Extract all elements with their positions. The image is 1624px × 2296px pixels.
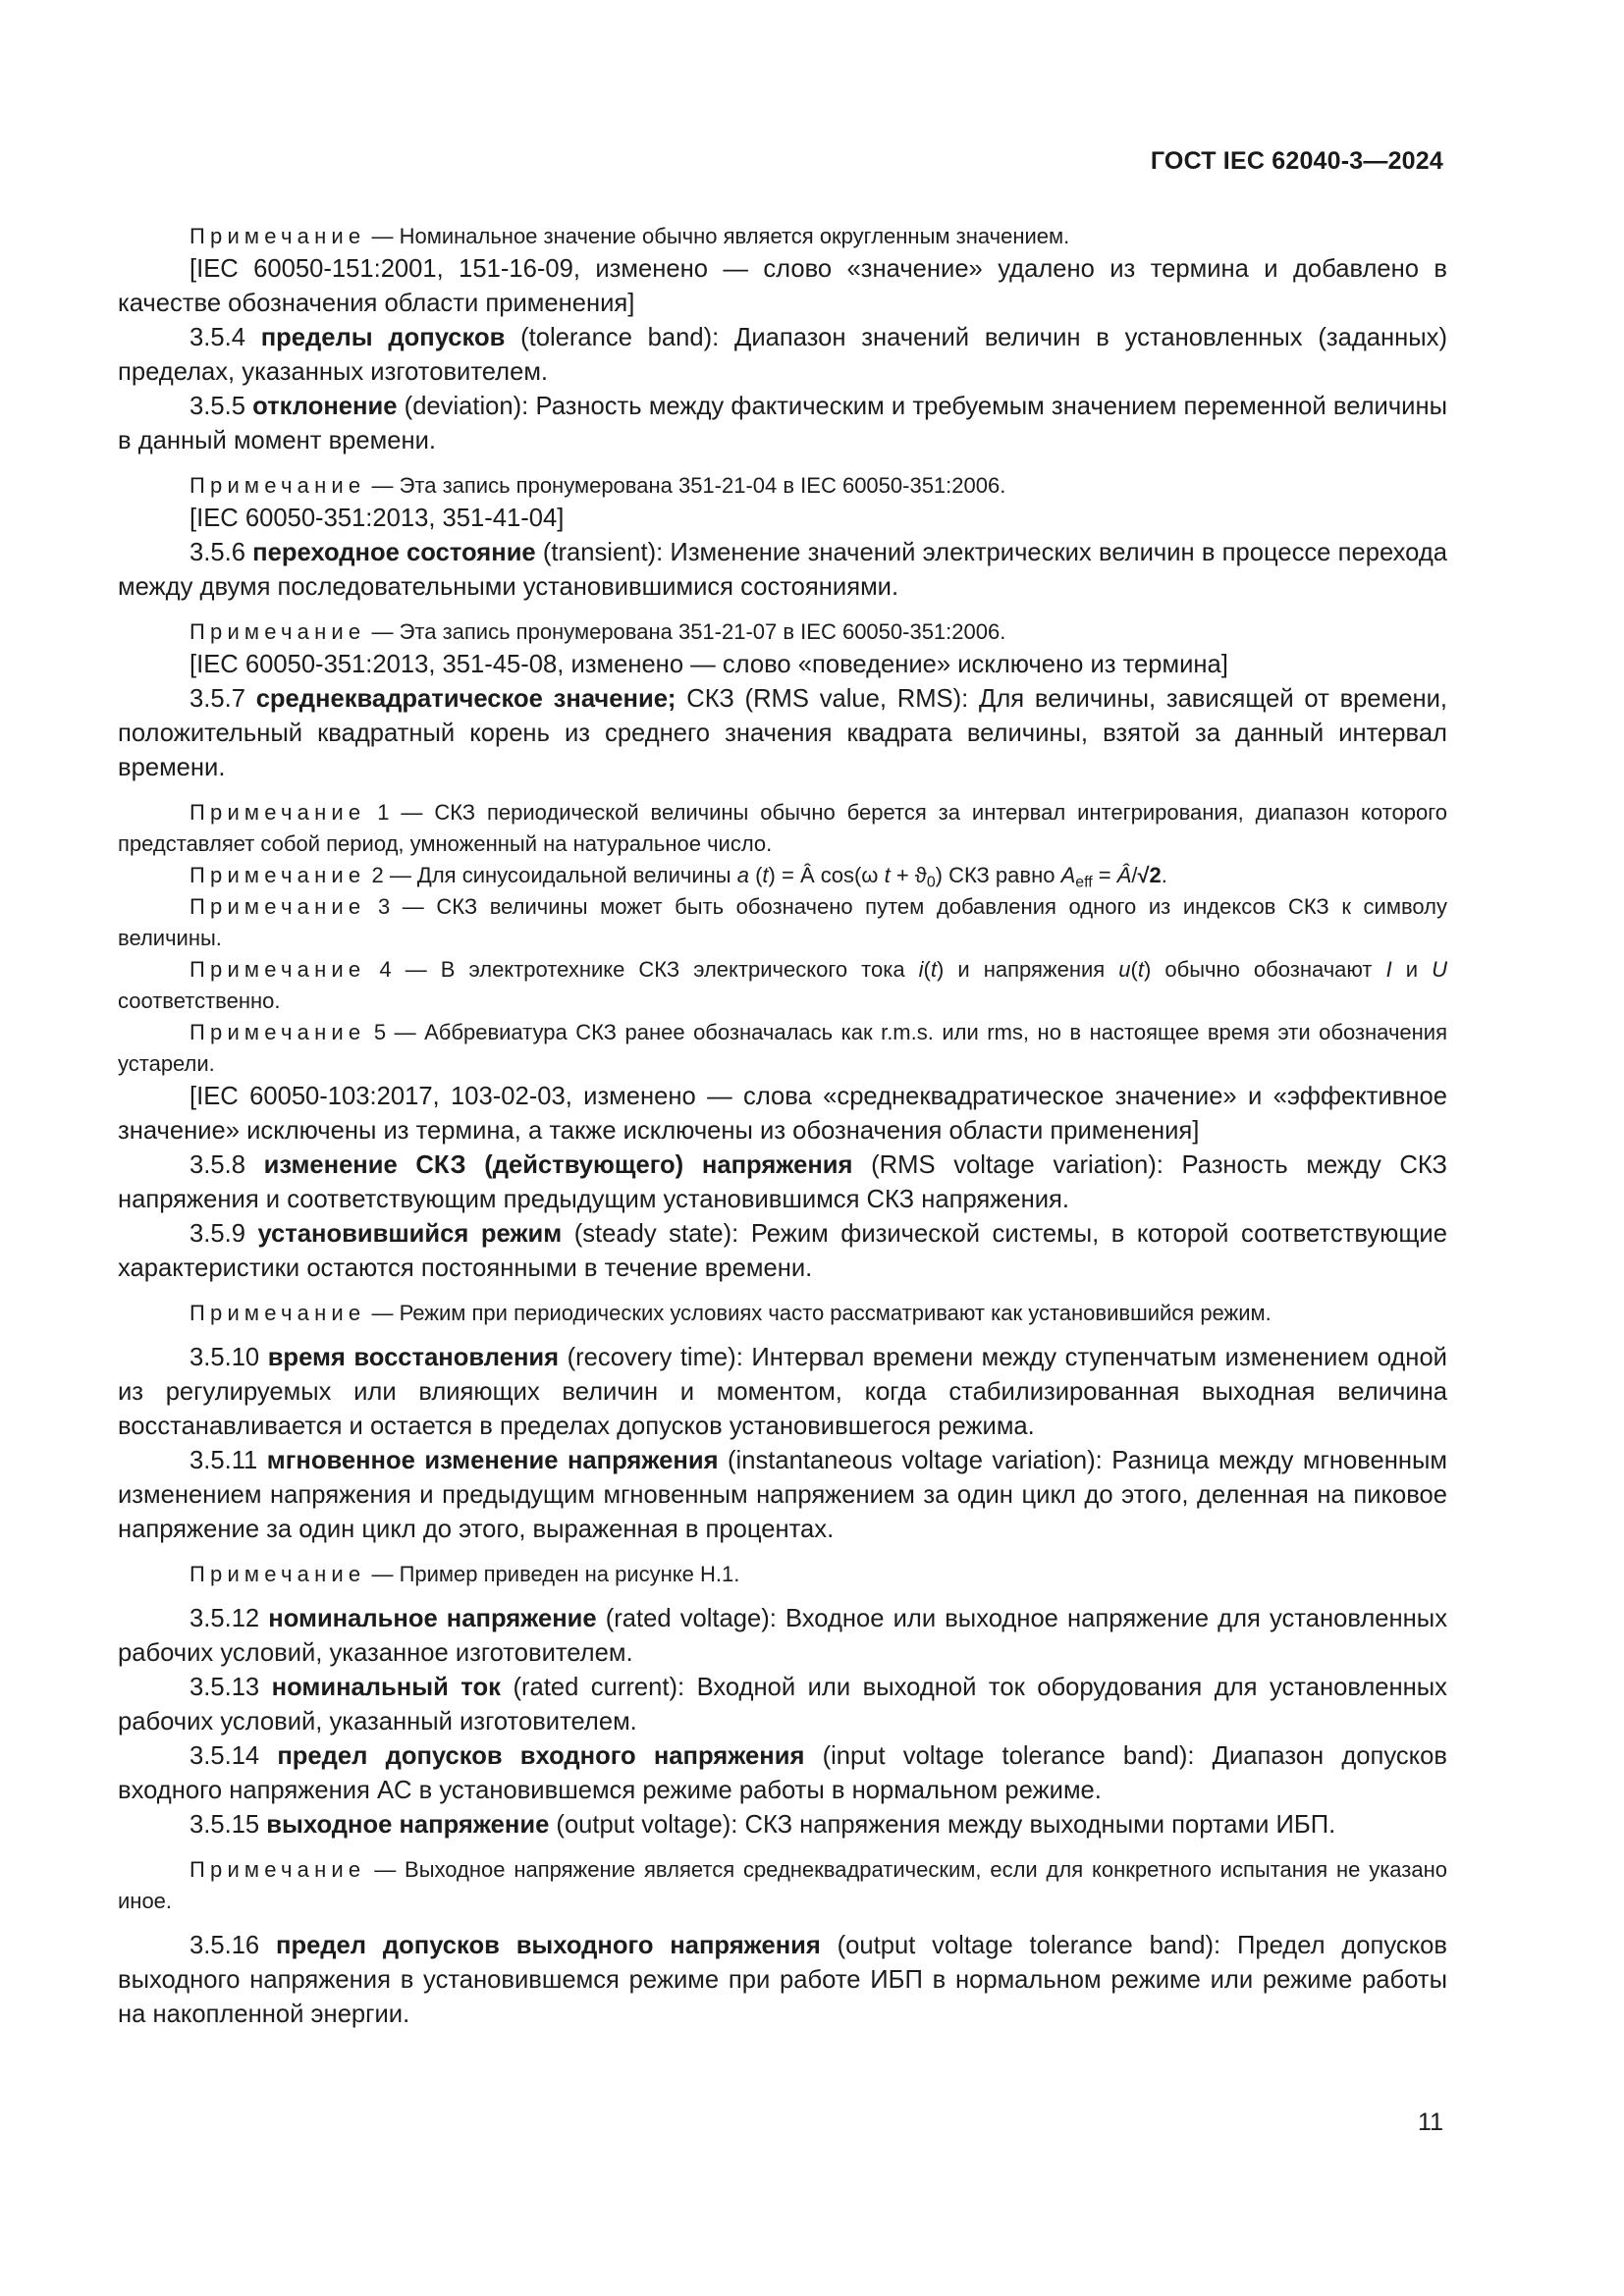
note xyxy=(118,797,1447,860)
term-definition: (tolerance band): Диапазон значений величин в установленных (заданных) пределах, указанных изготовителем. xyxy=(118,324,1447,386)
note-text: — Пример приведен на рисунке H.1. xyxy=(371,1562,740,1586)
term-3-5-13 xyxy=(118,1671,1447,1739)
term-number: 3.5.13 xyxy=(189,1674,272,1701)
term-number: 3.5.6 xyxy=(189,539,253,566)
term-name: время восстановления xyxy=(267,1344,560,1371)
note-text: 4 — В электротехнике СКЗ электрического тока i(t) и напряжения u(t) обычно обозначают I и U соответственно. xyxy=(118,957,1447,1013)
term-name: номинальный ток xyxy=(271,1674,501,1701)
term-definition: (input voltage tolerance band): Диапазон допусков входного напряжения AC в установившемся режиме работы в нормальном режиме. xyxy=(118,1742,1447,1804)
term-name: переходное состояние xyxy=(252,539,536,566)
term-name: изменение СКЗ (действующего) напряжения xyxy=(263,1151,853,1179)
note xyxy=(118,1017,1447,1080)
note-text: 1 — СКЗ периодической величины обычно берется за интервал интегрирования, диапазон которого представляет собой период, умноженный на натуральное число. xyxy=(118,800,1447,856)
term-definition: СКЗ (RMS value, RMS): Для величины, зависящей от времени, положительный квадратный корень из среднего значения квадрата величины, взятой за данный интервал времени. xyxy=(118,685,1448,781)
term-definition: (steady state): Режим физической системы, в которой соответствующие характеристики остаются постоянными в течение времени. xyxy=(118,1220,1447,1282)
note xyxy=(118,860,1447,891)
term-3-5-12 xyxy=(118,1602,1447,1671)
term-definition: (output voltage): СКЗ напряжения между выходными портами ИБП. xyxy=(549,1811,1336,1839)
note-text: 2 — Для синусоидальной величины a (t) = Â cos(ω $t + ϑ_0$) СКЗ равно $A_{eff}$ = Â/√2. xyxy=(371,863,1167,891)
note xyxy=(118,616,1447,648)
source-citation: [IEC 60050-351:2013, 351-45-08, изменено — слово «поведение» исключено из термина] xyxy=(189,651,1228,678)
term-3-5-8 xyxy=(118,1148,1447,1217)
term-number: 3.5.7 xyxy=(189,685,256,713)
term-definition: (instantaneous voltage variation): Разница между мгновенным изменением напряжения и предыдущим мгновенным напряжением за один цикл до этого, деленная на пиковое напряжение за один цикл до этого, выраженная в процентах. xyxy=(118,1447,1448,1543)
term-3-5-9 xyxy=(118,1217,1447,1286)
term-number: 3.5.16 xyxy=(189,1932,276,1959)
term-3-5-5 xyxy=(118,390,1447,458)
note-label: Примечание xyxy=(189,1020,366,1044)
term-definition: (rated voltage): Входное или выходное напряжение для установленных рабочих условий, указанное изготовителем. xyxy=(118,1605,1447,1667)
term-name: предел допусков входного напряжения xyxy=(277,1742,805,1770)
note-label: Примечание xyxy=(189,1562,366,1586)
term-name: пределы допусков xyxy=(260,324,506,351)
source-citation: [IEC 60050-351:2013, 351-41-04] xyxy=(189,505,565,532)
term-name: отклонение xyxy=(252,393,398,420)
source-citation: [IEC 60050-151:2001, 151-16-09, изменено — слово «значение» удалено из термина и добавлено в качестве обозначения области применения] xyxy=(118,255,1447,317)
term-definition: (rated current): Входной или выходной ток оборудования для установленных рабочих условий, указанный изготовителем. xyxy=(118,1674,1447,1735)
note xyxy=(118,221,1447,252)
document-body xyxy=(118,221,1447,2032)
note xyxy=(118,954,1447,1017)
note-text: — Эта запись пронумерована 351-21-04 в IEC 60050-351:2006. xyxy=(371,473,1006,498)
note-label: Примечание xyxy=(189,894,366,919)
term-name: установившийся режим xyxy=(257,1220,563,1248)
term-name: номинальное напряжение xyxy=(268,1605,597,1632)
note xyxy=(118,1559,1447,1590)
note-text: — Выходное напряжение является среднеквадратическим, если для конкретного испытания не указано иное. xyxy=(118,1857,1447,1913)
note-text: — Номинальное значение обычно является округленным значением. xyxy=(371,224,1070,248)
note-text: 3 — СКЗ величины может быть обозначено путем добавления одного из индексов СКЗ к символу величины. xyxy=(118,894,1447,950)
term-name: среднеквадратическое значение; xyxy=(255,685,677,713)
term-definition: (output voltage tolerance band): Предел допусков выходного напряжения в установившемся режиме при работе ИБП в нормальном режиме или режиме работы на накопленной энергии. xyxy=(118,1932,1448,2028)
note xyxy=(118,1854,1447,1917)
term-number: 3.5.4 xyxy=(189,324,261,351)
term-name: выходное напряжение xyxy=(266,1811,550,1839)
note-text: — Эта запись пронумерована 351-21-07 в IEC 60050-351:2006. xyxy=(371,619,1006,644)
term-number: 3.5.10 xyxy=(189,1344,268,1371)
term-3-5-15 xyxy=(118,1808,1447,1842)
term-3-5-10 xyxy=(118,1341,1447,1444)
term-definition: (transient): Изменение значений электрических величин в процессе перехода между двумя последовательными установившимися состояниями. xyxy=(118,539,1447,601)
term-3-5-16 xyxy=(118,1929,1447,2032)
note-label: Примечание xyxy=(189,224,366,248)
note xyxy=(118,1298,1447,1329)
note-label: Примечание xyxy=(189,957,366,982)
note-text: — Режим при периодических условиях часто рассматривают как установившийся режим. xyxy=(371,1301,1272,1325)
term-name: предел допусков выходного напряжения xyxy=(275,1932,821,1959)
note-label: Примечание xyxy=(189,863,366,887)
document-header: ГОСТ IEC 62040-3—2024 xyxy=(1150,147,1443,175)
term-3-5-4 xyxy=(118,321,1447,390)
term-name: мгновенное изменение напряжения xyxy=(266,1447,719,1474)
term-number: 3.5.12 xyxy=(189,1605,269,1632)
term-number: 3.5.5 xyxy=(189,393,253,420)
note xyxy=(118,891,1447,954)
note-label: Примечание xyxy=(189,619,366,644)
term-number: 3.5.11 xyxy=(189,1447,267,1474)
term-3-5-11 xyxy=(118,1444,1447,1547)
term-3-5-7 xyxy=(118,682,1447,785)
term-number: 3.5.15 xyxy=(189,1811,267,1839)
note xyxy=(118,470,1447,502)
source-citation: [IEC 60050-103:2017, 103-02-03, изменено — слова «среднеквадратическое значение» и «эффективное значение» исключены из термина, а также исключены из обозначения области применения] xyxy=(118,1083,1447,1145)
term-definition: (RMS voltage variation): Разность между СКЗ напряжения и соответствующим предыдущим установившимся СКЗ напряжения. xyxy=(118,1151,1447,1213)
note-label: Примечание xyxy=(189,1857,366,1882)
note-text: 5 — Аббревиатура СКЗ ранее обозначалась как r.m.s. или rms, но в настоящее время эти обозначения устарели. xyxy=(118,1020,1447,1076)
note-label: Примечание xyxy=(189,1301,366,1325)
note-label: Примечание xyxy=(189,800,366,825)
term-3-5-6 xyxy=(118,536,1447,605)
term-3-5-14 xyxy=(118,1739,1447,1808)
term-number: 3.5.8 xyxy=(189,1151,264,1179)
term-definition: (deviation): Разность между фактическим и требуемым значением переменной величины в данный момент времени. xyxy=(118,393,1447,454)
term-definition: (recovery time): Интервал времени между ступенчатым изменением одной из регулируемых или влияющих величин и моментом, когда стабилизированная выходная величина восстанавливается и остается в пределах допусков установившегося режима. xyxy=(118,1344,1447,1440)
page-number: 11 xyxy=(1418,2109,1443,2136)
term-number: 3.5.14 xyxy=(189,1742,278,1770)
term-number: 3.5.9 xyxy=(189,1220,258,1248)
note-label: Примечание xyxy=(189,473,366,498)
